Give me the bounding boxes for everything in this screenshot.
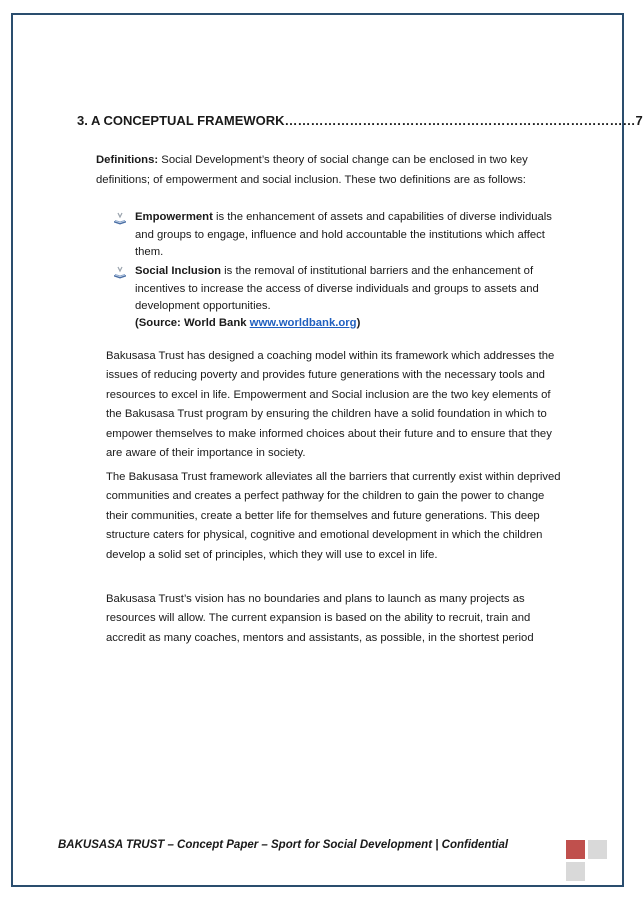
bullet-text-social-inclusion: is the removal of institutional barriers and the enhancement of incentives to increase the access of diverse individuals and groups to assets and development opportunities. — [135, 265, 539, 312]
book-bullet-icon — [113, 211, 127, 225]
book-bullet-icon — [113, 265, 127, 279]
paragraph-coaching-model: Bakusasa Trust has designed a coaching model within its framework which addresses the issues of reducing poverty and provides future generations with the necessary tools and resources to excel in life. Empowerment and Social inclusion are the two key elements of the Bakusasa Trust program by ensuring the children have a solid foundation in which to empower themselves to make informed choices about their future and to ensure that they are aware of their importance in society. — [106, 350, 555, 460]
bullet-term-social-inclusion: Social Inclusion — [135, 265, 222, 277]
footer-gray-square — [588, 840, 607, 859]
source-prefix: (Source: World Bank — [135, 317, 250, 329]
definitions-text: Social Development’s theory of social change can be enclosed in two key definitions; of empowerment and social inclusion. These two definitions are as follows: — [96, 154, 528, 186]
footer-red-square — [566, 840, 585, 859]
bullet-text-empowerment: is the enhancement of assets and capabilities of diverse individuals and groups to engage, influence and hold accountable the institutions which affect them. — [135, 211, 552, 258]
worldbank-link[interactable]: www.worldbank.org — [249, 317, 357, 329]
bullet-term-empowerment: Empowerment — [135, 211, 213, 223]
definitions-label: Definitions: — [96, 154, 159, 166]
section-heading: 3. A CONCEPTUAL FRAMEWORK………………………………………………………………………7 — [77, 113, 643, 128]
definitions-intro — [96, 150, 566, 190]
paragraph-framework: The Bakusasa Trust framework alleviates all the barriers that currently exist within deprived communities and creates a perfect pathway for the children to gain the power to change their communities, create a better life for themselves and future generations. This deep structure caters for physical, cognitive and emotional development in which the children develop a solid set of principles, which they will use to excel in life. — [106, 471, 561, 561]
footer-gray-square — [566, 862, 585, 881]
page-footer: BAKUSASA TRUST – Concept Paper – Sport for Social Development | Confidential — [58, 839, 509, 851]
source-suffix: ) — [356, 317, 361, 329]
paragraph-vision: Bakusasa Trust’s vision has no boundaries and plans to launch as many projects as resources will allow. The current expansion is based on the ability to recruit, train and accredit as many coaches, mentors and assistants, as possible, in the shortest period — [106, 593, 534, 644]
